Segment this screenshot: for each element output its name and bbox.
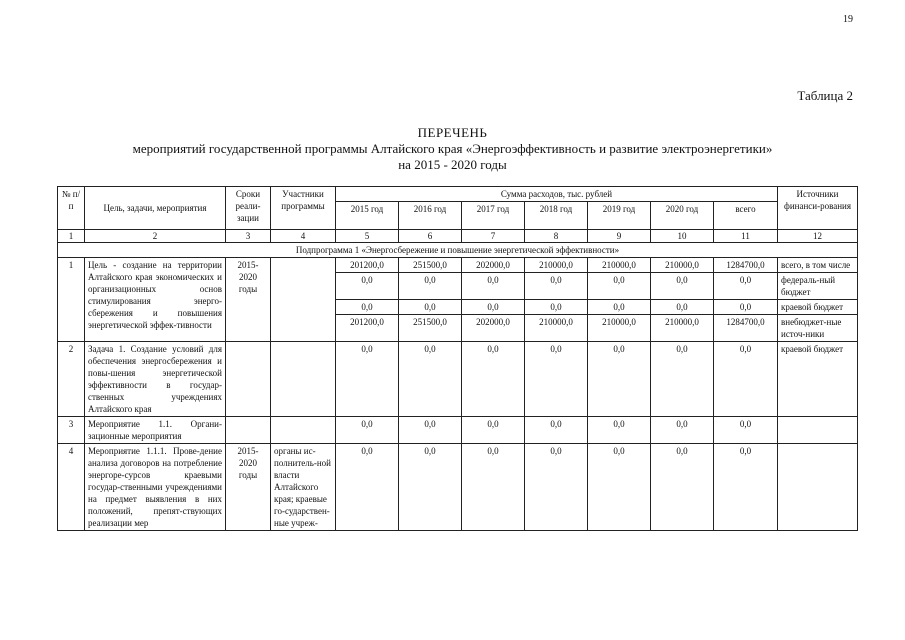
value-cell: 0,0 [588, 417, 651, 444]
row-text: Мероприятие 1.1. Органи-зационные мероприятия [85, 417, 226, 444]
value-cell: 0,0 [399, 342, 462, 417]
value-cell: 0,0 [399, 273, 462, 300]
row-participants [271, 342, 336, 417]
value-cell: 0,0 [525, 300, 588, 315]
value-cell: 0,0 [336, 300, 399, 315]
value-cell: 0,0 [651, 444, 714, 531]
value-cell: 0,0 [336, 342, 399, 417]
header-year: 2018 год [525, 202, 588, 230]
row-participants [271, 417, 336, 444]
value-cell: 0,0 [588, 273, 651, 300]
value-cell: 251500,0 [399, 258, 462, 273]
value-cell: 202000,0 [462, 315, 525, 342]
funding-source [778, 417, 858, 444]
col-number: 4 [271, 230, 336, 243]
value-cell: 0,0 [588, 342, 651, 417]
document-period: на 2015 - 2020 годы [398, 157, 507, 172]
row-participants: органы ис-полнитель-ной власти Алтайского края; краевые го-сударствен-ные учреж- [271, 444, 336, 531]
row-text: Цель - создание на территории Алтайского края экономических и организационных основ стимулирования энерго-сбережения и повышения энергетической эффек-тивности [85, 258, 226, 342]
col-number: 2 [85, 230, 226, 243]
value-cell: 0,0 [588, 444, 651, 531]
value-cell: 0,0 [525, 273, 588, 300]
value-cell: 210000,0 [651, 315, 714, 342]
value-cell: 0,0 [336, 417, 399, 444]
row-number: 1 [58, 258, 85, 342]
value-cell: 210000,0 [525, 258, 588, 273]
header-participants: Участники программы [271, 187, 336, 230]
header-year: 2017 год [462, 202, 525, 230]
value-cell: 0,0 [399, 417, 462, 444]
row-number: 4 [58, 444, 85, 531]
header-year: 2015 год [336, 202, 399, 230]
value-cell: 0,0 [651, 300, 714, 315]
table-row [58, 444, 858, 531]
value-cell: 0,0 [336, 273, 399, 300]
col-number: 3 [226, 230, 271, 243]
header-sum: Сумма расходов, тыс. рублей [336, 187, 778, 202]
col-number: 6 [399, 230, 462, 243]
col-number: 5 [336, 230, 399, 243]
header-goal: Цель, задачи, мероприятия [85, 187, 226, 230]
funding-source: краевой бюджет [778, 342, 858, 417]
value-cell: 210000,0 [588, 258, 651, 273]
value-cell: 210000,0 [651, 258, 714, 273]
row-term [226, 417, 271, 444]
value-cell: 0,0 [714, 417, 778, 444]
value-cell: 0,0 [336, 444, 399, 531]
value-cell: 0,0 [525, 342, 588, 417]
value-cell: 0,0 [651, 342, 714, 417]
header-source: Источники финанси-рования [778, 187, 858, 230]
value-cell: 201200,0 [336, 258, 399, 273]
header-year: 2016 год [399, 202, 462, 230]
value-cell: 1284700,0 [714, 258, 778, 273]
funding-source: федераль-ный бюджет [778, 273, 858, 300]
value-cell: 0,0 [588, 300, 651, 315]
row-term [226, 342, 271, 417]
funding-source: внебюджет-ные источ-ники [778, 315, 858, 342]
value-cell: 0,0 [462, 444, 525, 531]
header-year: 2019 год [588, 202, 651, 230]
col-number: 8 [525, 230, 588, 243]
column-number-row [58, 230, 858, 243]
value-cell: 0,0 [651, 273, 714, 300]
col-number: 11 [714, 230, 778, 243]
subprogram-title: Подпрограмма 1 «Энергосбережение и повышение энергетической эффективности» [58, 243, 858, 258]
row-term: 2015-2020 годы [226, 258, 271, 342]
funding-source: краевой бюджет [778, 300, 858, 315]
row-text: Мероприятие 1.1.1. Прове-дение анализа договоров на потребление энергоре-сурсов краевыми государ-ственными учреждениями на предмет выявления в них положений, препят-ствующих реализации мер [85, 444, 226, 531]
value-cell: 0,0 [462, 273, 525, 300]
table-row [58, 417, 858, 444]
value-cell: 0,0 [714, 273, 778, 300]
value-cell: 251500,0 [399, 315, 462, 342]
subprogram-row [58, 243, 858, 258]
value-cell: 0,0 [462, 342, 525, 417]
value-cell: 0,0 [399, 300, 462, 315]
document-subtitle: мероприятий государственной программы Алтайского края «Энергоэффективность и развитие электроэнергетики» [132, 141, 773, 156]
value-cell: 210000,0 [588, 315, 651, 342]
value-cell: 202000,0 [462, 258, 525, 273]
row-term: 2015-2020 годы [226, 444, 271, 531]
header-num: № п/п [58, 187, 85, 230]
col-number: 9 [588, 230, 651, 243]
row-participants [271, 258, 336, 342]
value-cell: 0,0 [462, 417, 525, 444]
value-cell: 0,0 [714, 444, 778, 531]
funding-source [778, 444, 858, 531]
value-cell: 210000,0 [525, 315, 588, 342]
row-number: 2 [58, 342, 85, 417]
header-total: всего [714, 202, 778, 230]
table-row [58, 342, 858, 417]
row-number: 3 [58, 417, 85, 444]
header-term: Сроки реали-зации [226, 187, 271, 230]
col-number: 10 [651, 230, 714, 243]
table-label: Таблица 2 [797, 88, 853, 103]
value-cell: 0,0 [714, 342, 778, 417]
measures-table [57, 186, 858, 531]
row-text: Задача 1. Создание условий для обеспечения энергосбережения и повы-шения энергетической эффективности в государ-ственных учреждениях Алтайского края [85, 342, 226, 417]
value-cell: 201200,0 [336, 315, 399, 342]
value-cell: 0,0 [525, 417, 588, 444]
value-cell: 1284700,0 [714, 315, 778, 342]
document-title: ПЕРЕЧЕНЬ [417, 125, 488, 140]
col-number: 1 [58, 230, 85, 243]
col-number: 12 [778, 230, 858, 243]
value-cell: 0,0 [651, 417, 714, 444]
value-cell: 0,0 [714, 300, 778, 315]
funding-source: всего, в том числе [778, 258, 858, 273]
value-cell: 0,0 [399, 444, 462, 531]
header-row-1 [58, 187, 858, 202]
table-row [58, 258, 858, 273]
value-cell: 0,0 [525, 444, 588, 531]
header-year: 2020 год [651, 202, 714, 230]
value-cell: 0,0 [462, 300, 525, 315]
col-number: 7 [462, 230, 525, 243]
page-number: 19 [843, 14, 853, 25]
